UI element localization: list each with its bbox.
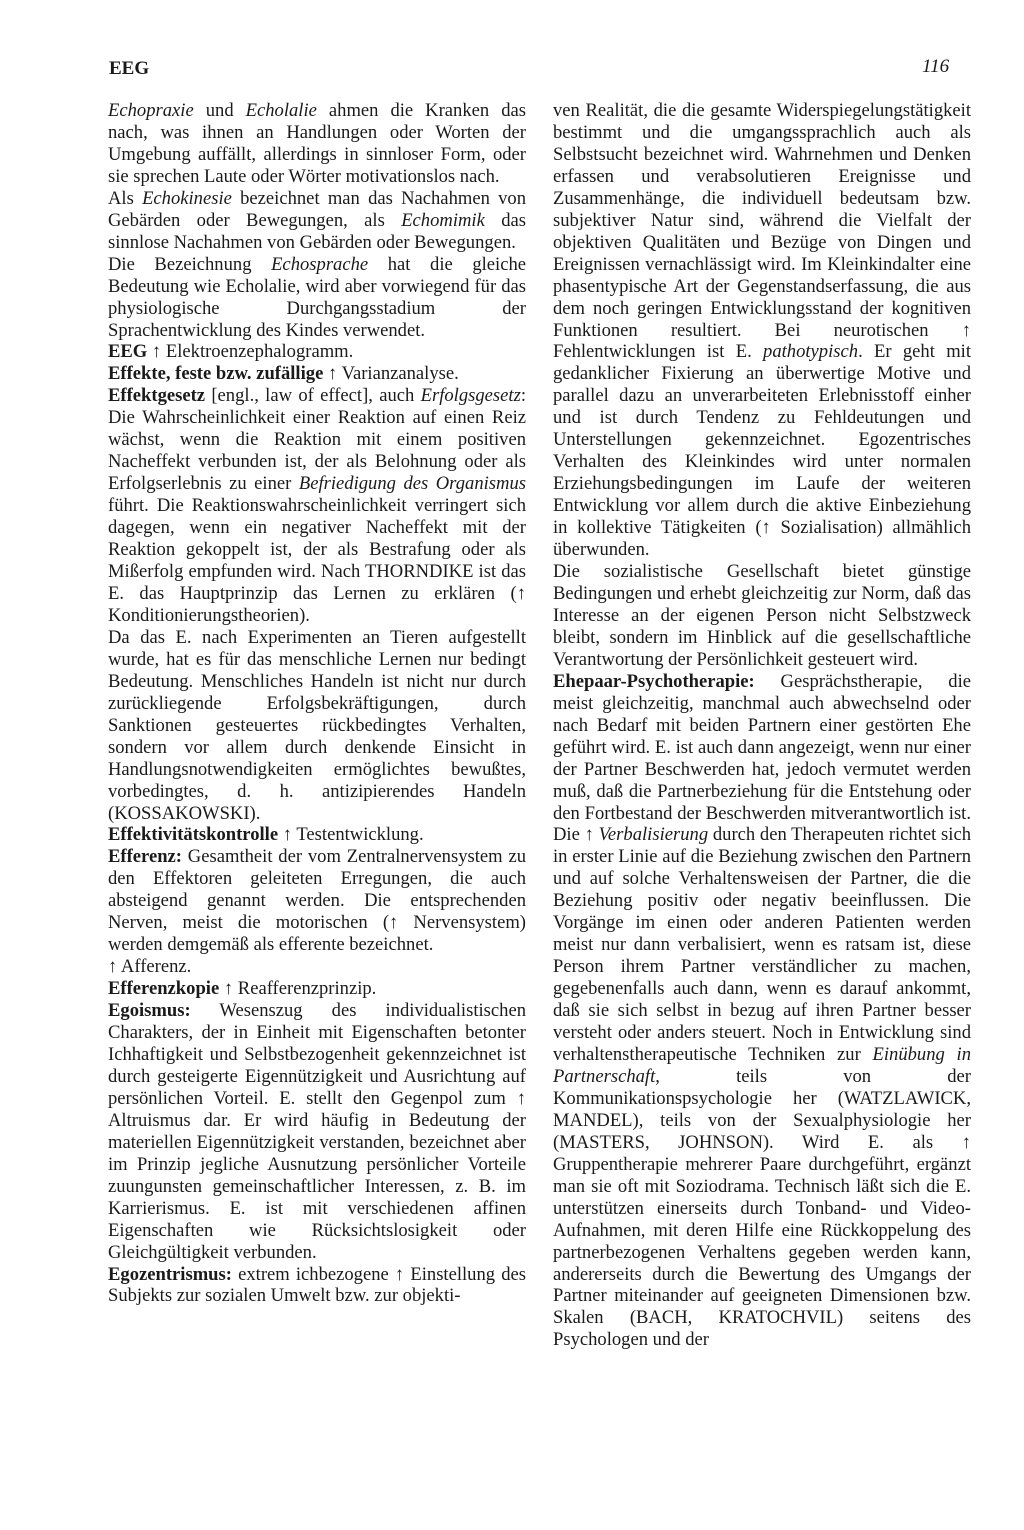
headword: EEG [108, 341, 148, 363]
italic-term: Echolalie [245, 100, 317, 121]
paragraph [108, 978, 526, 1000]
text-run: : Die Wahrscheinlichkeit einer Reaktion auf einen Reiz wächst, wenn die Reaktion mit einem positiven Nacheffekt verbunden ist, der als Belohnung oder als Erfolgserlebnis zu einer [108, 385, 526, 495]
text-run: Da das E. nach Experimenten an Tieren aufgestellt wurde, hat es für das menschliche Lernen nur bedingt Bedeutung. Menschliches Handeln ist nicht nur durch zurückliegende Erfolgsbekräftigungen, durch Sanktionen gesteuertes rückbedingtes Verhalten, sondern vor allem durch denkende Einsicht in Handlungsnotwendigkeiten ermöglichtes bewußtes, vorbedingtes, d. h. antizipierendes Handeln (KOSSAKOWSKI). [108, 626, 526, 824]
headword: Effekte, feste bzw. zufällige [108, 363, 324, 385]
italic-term: Einübung in Partnerschaft [553, 1043, 971, 1087]
paragraph [553, 100, 971, 561]
paragraph [108, 956, 526, 978]
paragraph [108, 363, 526, 385]
headword: Egozentrismus: [108, 1263, 232, 1285]
headword: Effektgesetz [108, 385, 206, 407]
text-run: hat die gleiche Bedeutung wie Echolalie, wird aber vorwiegend für das physiologische Durchgangsstadium der Sprachentwicklung des Kindes verwendet. [108, 253, 527, 341]
text-run: [engl., law of effect], auch [205, 385, 421, 407]
headword: Egoismus: [108, 1000, 191, 1022]
text-run: das sinnlose Nachahmen von Gebärden oder Bewegungen. [108, 209, 527, 253]
text-run: ↑ Reafferenzprinzip. [219, 978, 377, 1000]
headword: Efferenz: [108, 846, 182, 868]
page-number: 116 [922, 56, 950, 77]
text-run: und [193, 100, 246, 121]
text-run: Gesprächstherapie, die meist gleichzeitig, manchmal auch abwechselnd oder nach Bedarf mit beiden Partnern einer gestörten Ehe geführt wird. E. ist auch dann angezeigt, wenn nur einer der Partner Beschwerden hat, jedoch vermutet werden muß, daß die Partnerbeziehung für die Entstehung oder den Fortbestand der Beschwerden mitverantwortlich ist. Die ↑ [553, 670, 971, 846]
text-run: Als [108, 187, 143, 209]
paragraph [108, 341, 526, 363]
italic-term: Echokinesie [142, 187, 232, 209]
paragraph [108, 188, 526, 254]
headword: Efferenzkopie [108, 978, 220, 1000]
italic-term: pathotypisch [763, 341, 859, 363]
paragraph [553, 671, 971, 1352]
italic-term: Echomimik [401, 209, 485, 231]
italic-term: Echopraxie [108, 100, 194, 121]
text-run: Die Bezeichnung [108, 253, 272, 275]
text-run: bezeichnet man das Nachahmen von Gebärden oder Bewegungen, als [108, 187, 526, 231]
paragraph [108, 1000, 526, 1263]
paragraph [553, 561, 971, 671]
paragraph [108, 1264, 526, 1308]
text-run: ahmen die Kranken das nach, was ihnen an Handlungen oder Worten der Umgebung auffällt, allerdings in sinnloser Form, oder sie sprechen Laute oder Wörter motivationslos nach. [108, 100, 526, 187]
text-run: Wesenszug des individualistischen Charakters, der in Einheit mit Eigenschaften betonter Ichhaftigkeit und Selbstbezogenheit gekennzeichnet ist durch gesteigerte Eigennützigkeit und Ausrichtung auf persönlichen Vorteil. E. stellt den Gegenpol zum ↑ Altruismus dar. Er wird häufig in Bedeutung der materiellen Eigennützigkeit verstanden, bezeichnet aber im Prinzip jegliche Ausnutzung persönlicher Vorteile zuungunsten gemeinschaftlicher Interessen, z. B. im Karrierismus. E. ist mit verschiedenen affinen Eigenschaften wie Rücksichtslosigkeit oder Gleichgültigkeit verbunden. [108, 1000, 526, 1263]
italic-term: Befriedigung des Organismus [298, 473, 526, 495]
text-run: ↑ Elektroenzephalogramm. [147, 341, 354, 363]
italic-term: Echosprache [271, 253, 369, 275]
left-column [108, 100, 526, 1307]
paragraph [108, 846, 526, 956]
text-run: ↑ Varianzanalyse. [323, 363, 459, 385]
right-column [553, 100, 971, 1351]
paragraph [108, 824, 526, 846]
paragraph [108, 100, 526, 188]
italic-term: Verbalisierung [598, 824, 709, 846]
headword: Effektivitätskontrolle [108, 824, 279, 846]
paragraph [108, 254, 526, 342]
running-head: EEG [109, 58, 150, 79]
text-run: . Er geht mit gedanklicher Fixierung an überwertige Motive und parallel dazu an unverarbeiteten Erlebnisstoff einher und ist durch Tendenz zu Fehldeutungen und Unterstellungen gekennzeichnet. Egozentrisches Verhalten des Kleinkindes wird unter normalen Erziehungsbedingungen im Laufe der weiteren Entwicklung vor allem durch die aktive Einbeziehung in kollektive Tätigkeiten (↑ Sozialisation) allmählich überwunden. [553, 341, 971, 561]
italic-term: Erfolgsgesetz [420, 385, 521, 407]
text-run: durch den Therapeuten richtet sich in erster Linie auf die Beziehung zwischen den Partnern und auf solche Verhaltensweisen der Partner, die die Beziehung positiv oder negativ beeinflussen. Die Vorgänge im einen oder anderen Patienten werden meist nur dann verbalisiert, wenn es ratsam ist, diese Person ihrem Partner verständlicher zu machen, gegebenenfalls auch dann, wenn es darauf ankommt, daß sie sich selbst in bezug auf ihren Partner besser versteht oder anders steuert. Noch in Entwicklung sind verhaltenstherapeutische Techniken zur [553, 824, 971, 1065]
text-run: ↑ Testentwicklung. [278, 824, 424, 846]
text-run: , teils von der Kommunikationspsychologie her (WATZLAWICK, MANDEL), teils von der Sexualphysiologie her (MASTERS, JOHNSON). Wird E. als ↑ Gruppentherapie mehrerer Paare durchgeführt, ergänzt man sie oft mit Soziodrama. Technisch läßt sich die E. unterstützen einerseits durch Tonband- und Video-Aufnahmen, mit deren Hilfe eine Rückkoppelung des partnerbezogenen Verhaltens gegeben werden kann, andererseits durch die Bewertung des Umgangs der Partner miteinander auf geeigneten Dimensionen bzw. Skalen (BACH, KRATOCHVIL) seitens des Psychologen und der [553, 1065, 971, 1351]
paragraph [108, 385, 526, 626]
paragraph [108, 627, 526, 825]
text-run: ven Realität, die die gesamte Widerspiegelungstätigkeit bestimmt und die umgangssprachlich auch als Selbstsucht bezeichnet wird. Wahrnehmen und Denken erfassen und verabsolutieren Ereignisse und Zusammenhänge, die individuell bedeutsam bzw. subjektiver Natur sind, während die Vielfalt der objektiven Qualitäten und Bezüge von Dingen und Ereignissen vernachlässigt wird. Im Kleinkindalter eine phasentypische Art der Gegenstandserfassung, die aus dem noch geringen Entwicklungsstand der kognitiven Funktionen resultiert. Bei neurotischen ↑ Fehlentwicklungen ist E. [553, 100, 971, 363]
text-run: führt. Die Reaktionswahrscheinlichkeit verringert sich dagegen, wenn ein negativer Nacheffekt mit der Reaktion gekoppelt ist, der als Bestrafung oder als Mißerfolg empfunden wird. Nach THORNDIKE ist das E. das Hauptprinzip das Lernen zu erklären (↑ Konditionierungstheorien). [108, 495, 526, 626]
headword: Ehepaar-Psychotherapie: [553, 670, 755, 692]
text-run: Die sozialistische Gesellschaft bietet günstige Bedingungen und erhebt gleichzeitig zur Norm, daß das Interesse an der eigenen Person nicht Selbstzweck bleibt, sondern im Hinblick auf die gesellschaftliche Verantwortung der Persönlichkeit gesteuert wird. [553, 561, 971, 670]
text-run: ↑ Afferenz. [108, 956, 192, 978]
text-run: Gesamtheit der vom Zentralnervensystem zu den Effektoren geleiteten Erregungen, die auch absteigend genannt werden. Die entsprechenden Nerven, meist die motorischen (↑ Nervensystem) werden demgemäß als efferente bezeichnet. [108, 846, 526, 956]
text-run: extrem ichbezogene ↑ Einstellung des Subjekts zur sozialen Umwelt bzw. zur objekti- [108, 1263, 526, 1307]
